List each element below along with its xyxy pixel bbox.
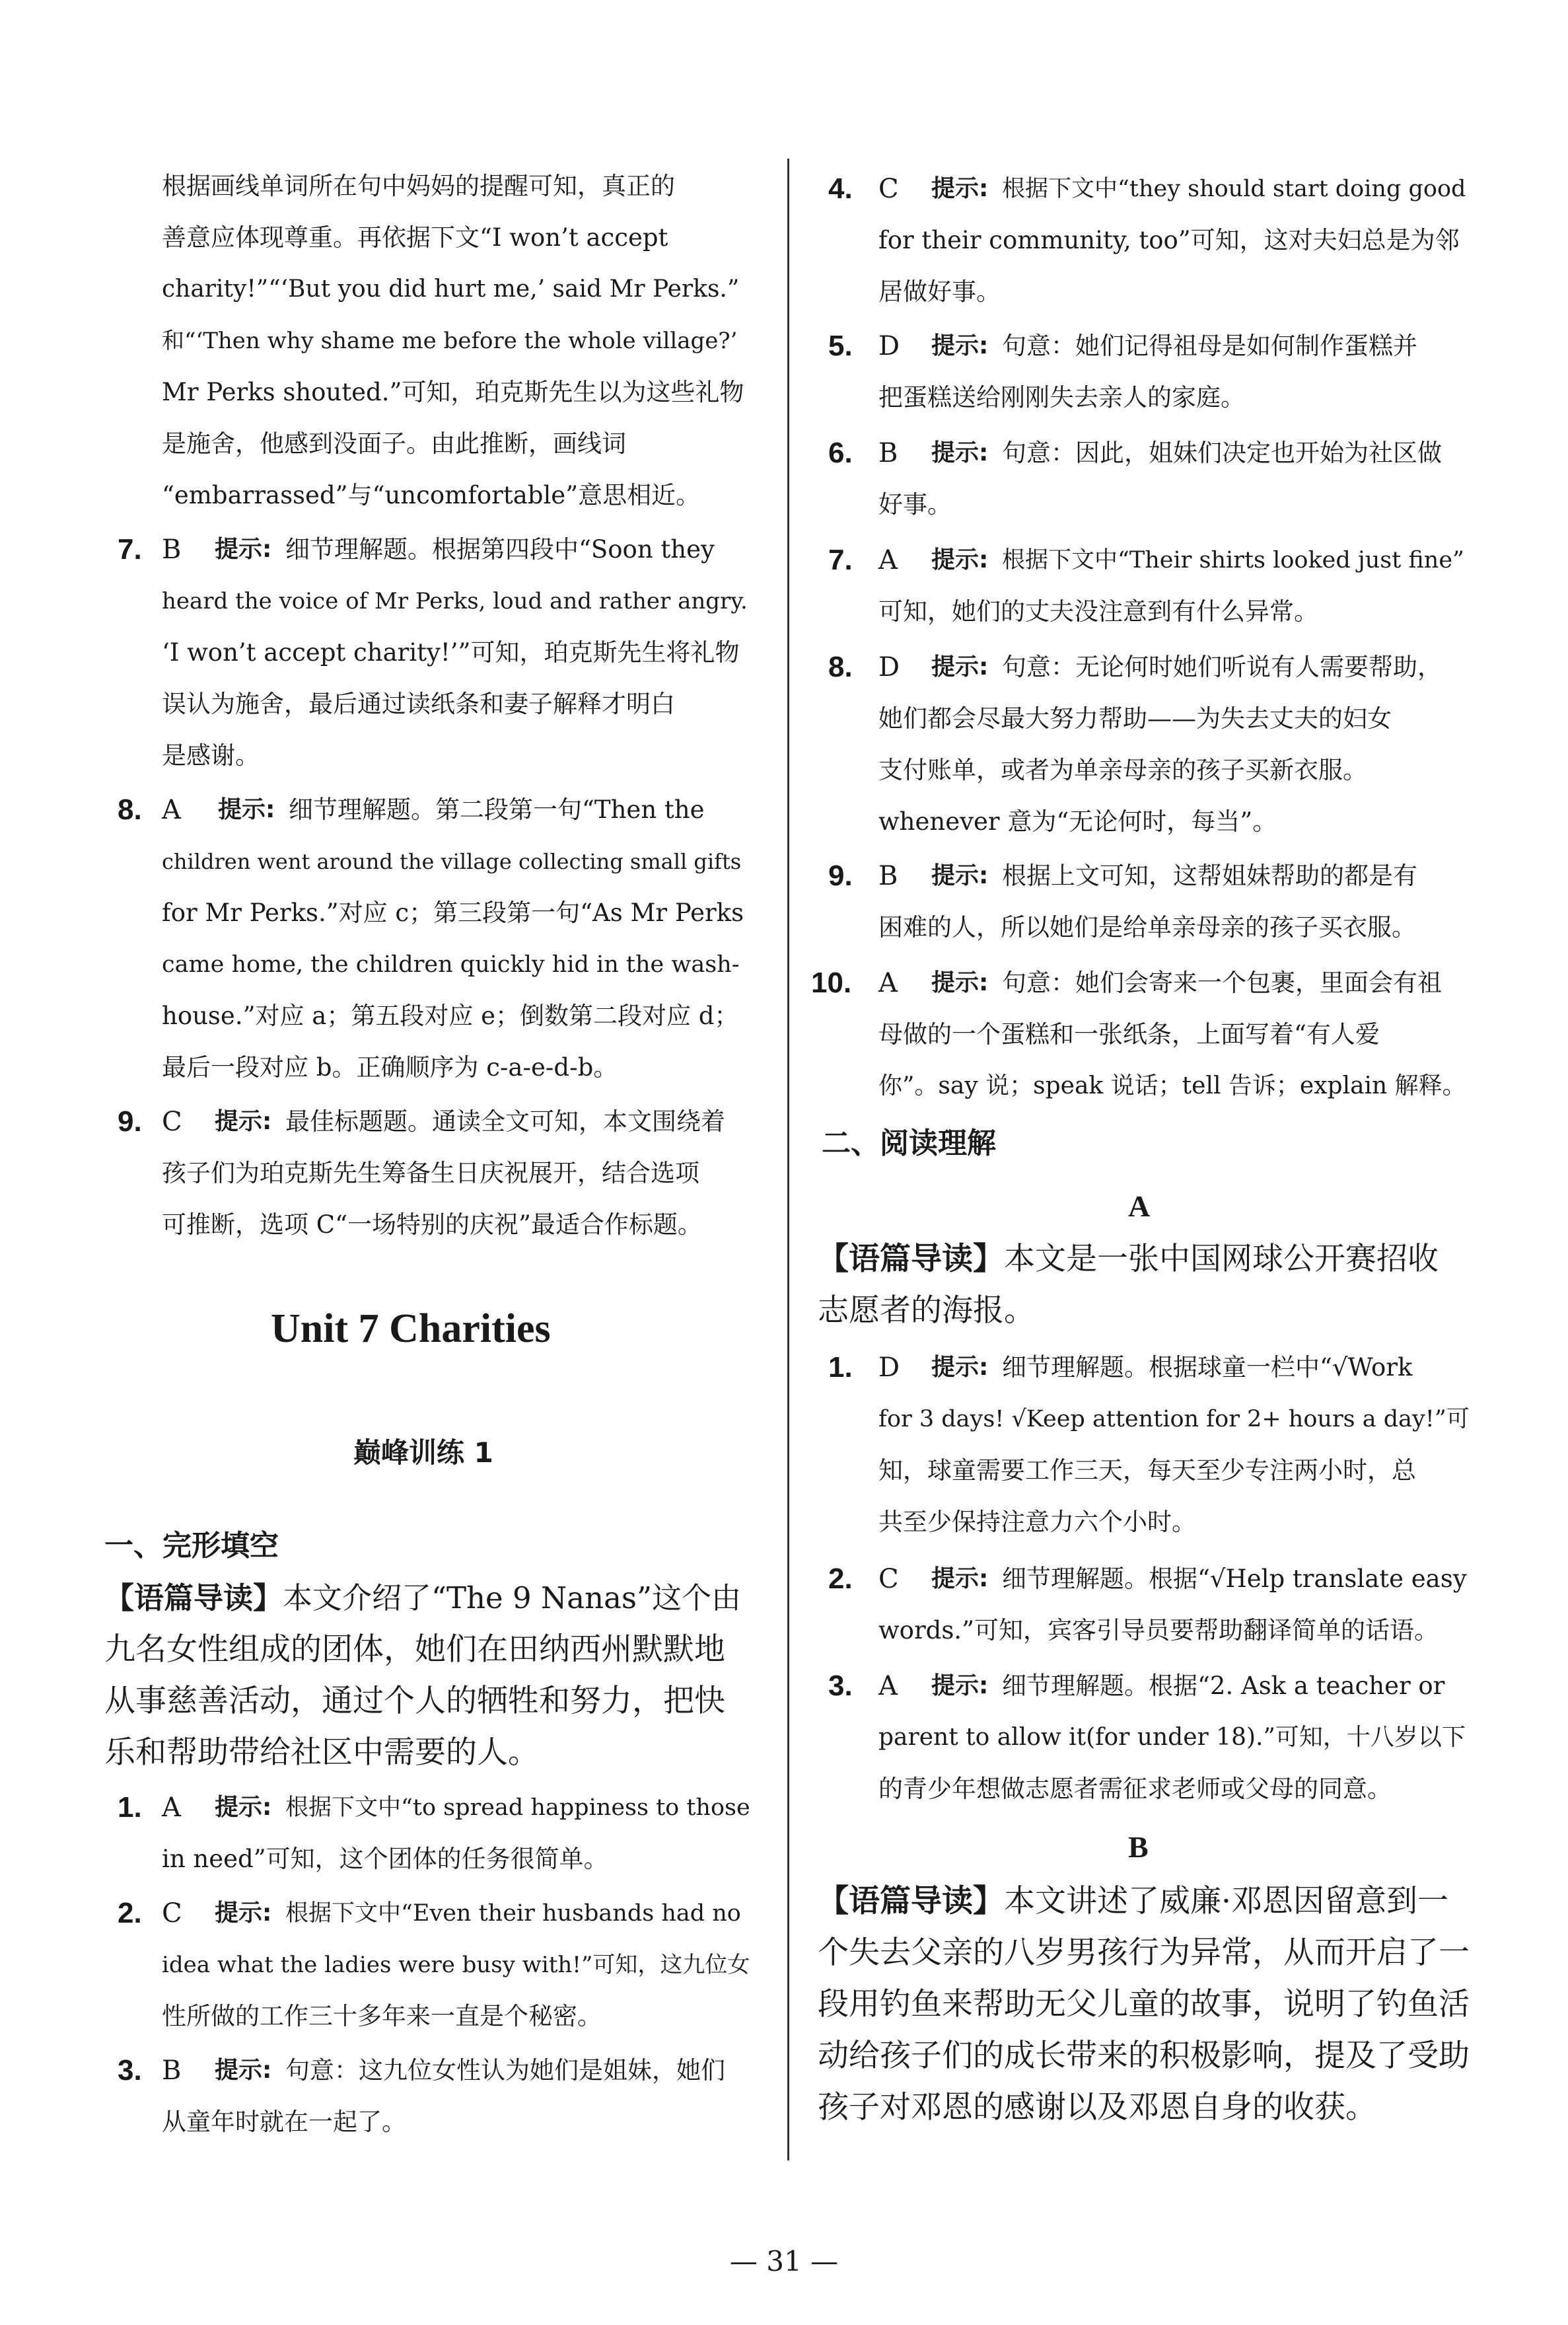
section-heading: 二、阅读理解 bbox=[822, 1126, 996, 1160]
training-title: 巅峰训练 1 bbox=[353, 1436, 493, 1469]
text-line: 从童年时就在一起了。 bbox=[162, 2108, 406, 2136]
text-line: 孩子们为珀克斯先生筹备生日庆祝展开，结合选项 bbox=[162, 1159, 699, 1187]
hint-label: 提示: bbox=[931, 969, 989, 996]
answer-choice: A bbox=[162, 795, 181, 825]
answer-number: 4. bbox=[828, 172, 853, 205]
text-line: 可推断，选项 C“一场特别的庆祝”最适合作标题。 bbox=[162, 1210, 702, 1239]
text-line: 句意：她们会寄来一个包裹，里面会有祖 bbox=[1002, 969, 1442, 997]
text-line: 困难的人，所以她们是给单亲母亲的孩子买衣服。 bbox=[878, 913, 1416, 941]
text-line: 你”。say 说；speak 说话；tell 告诉；explain 解释。 bbox=[878, 1072, 1466, 1099]
text-line: 句意：她们记得祖母是如何制作蛋糕并 bbox=[1002, 332, 1417, 360]
intro-line: 孩子对邓恩的感谢以及邓恩自身的收获。 bbox=[818, 2089, 1376, 2125]
text-line: heard the voice of Mr Perks, loud and rather angry. bbox=[162, 588, 748, 614]
answer-number: 1. bbox=[118, 1791, 142, 1824]
text-line: children went around the village collecting small gifts bbox=[162, 849, 742, 874]
answer-number: 2. bbox=[828, 1563, 853, 1595]
answer-number: 5. bbox=[828, 330, 853, 362]
answer-choice: A bbox=[878, 545, 898, 575]
text-line: 细节理解题。根据“2. Ask a teacher or bbox=[1002, 1672, 1445, 1700]
text-line: 句意：因此，姐妹们决定也开始为社区做 bbox=[1002, 439, 1442, 467]
text-line: 把蛋糕送给刚刚失去亲人的家庭。 bbox=[878, 383, 1245, 412]
hint-label: 提示: bbox=[931, 175, 989, 202]
answer-number: 9. bbox=[828, 860, 853, 892]
text-line: 细节理解题。根据第四段中“Soon they bbox=[285, 535, 715, 564]
answer-choice: D bbox=[878, 331, 900, 361]
answer-choice: C bbox=[878, 174, 899, 204]
text-line: 句意：这九位女性认为她们是姐妹，她们 bbox=[285, 2056, 725, 2085]
answer-number: 2. bbox=[118, 1897, 142, 1929]
text-line: 支付账单，或者为单亲母亲的孩子买新衣服。 bbox=[878, 756, 1367, 784]
answer-choice: D bbox=[878, 652, 900, 683]
text-line: 根据下文中“they should start doing good bbox=[1002, 176, 1466, 202]
intro-line: 【语篇导读】本文介绍了“The 9 Nanas”这个由 bbox=[104, 1580, 742, 1615]
answer-number: 8. bbox=[118, 793, 142, 826]
answer-choice: B bbox=[878, 861, 898, 891]
text-line: 母做的一个蛋糕和一张纸条，上面写着“有人爱 bbox=[878, 1020, 1380, 1049]
hint-label: 提示: bbox=[931, 546, 989, 573]
text-line: 可知，她们的丈夫没注意到有什么异常。 bbox=[878, 597, 1318, 626]
text-line: house.”对应 a；第五段对应 e；倒数第二段对应 d； bbox=[162, 1002, 739, 1030]
text-line: 误认为施舍，最后通过读纸条和妻子解释才明白 bbox=[162, 690, 675, 718]
section-heading: 一、完形填空 bbox=[104, 1529, 279, 1563]
part-label: B bbox=[1128, 1830, 1149, 1864]
text-line: 共至少保持注意力六个小时。 bbox=[878, 1508, 1196, 1536]
text-line: for Mr Perks.”对应 c；第三段第一句“As Mr Perks bbox=[162, 899, 744, 927]
intro-line: 动给孩子们的成长带来的积极影响，提及了受助 bbox=[818, 2038, 1470, 2074]
answer-choice: B bbox=[162, 2055, 182, 2086]
intro-line: 【语篇导读】本文是一张中国网球公开赛招收 bbox=[818, 1241, 1439, 1277]
text-line: 根据下文中“Even their husbands had no bbox=[285, 1900, 741, 1927]
hint-label: 提示: bbox=[215, 1108, 272, 1135]
answer-choice: C bbox=[162, 1898, 182, 1929]
text-line: 根据画线单词所在句中妈妈的提醒可知，真正的 bbox=[162, 172, 675, 200]
answer-choice: D bbox=[878, 1352, 900, 1383]
text-line: 好事。 bbox=[878, 490, 952, 519]
intro-tag: 【语篇导读】 bbox=[818, 1883, 1004, 1919]
text-line: 最佳标题题。通读全文可知，本文围绕着 bbox=[285, 1107, 725, 1136]
page-number: — 31 — bbox=[729, 2245, 839, 2277]
answer-choice: B bbox=[162, 535, 182, 565]
text-line: 是施舍，他感到没面子。由此推断，画线词 bbox=[162, 429, 626, 458]
text-line: 是感谢。 bbox=[162, 741, 260, 770]
answer-number: 1. bbox=[828, 1351, 853, 1384]
text-line: 性所做的工作三十多年来一直是个秘密。 bbox=[162, 2002, 602, 2030]
hint-label: 提示: bbox=[931, 332, 989, 359]
hint-label: 提示: bbox=[931, 1565, 989, 1592]
answer-choice: A bbox=[878, 1671, 898, 1701]
text-line: in need”可知，这个团体的任务很简单。 bbox=[162, 1845, 608, 1873]
text-line: idea what the ladies were busy with!”可知，这九位女 bbox=[162, 1952, 750, 1978]
text-line: for 3 days! √Keep attention for 2+ hours a day!”可 bbox=[878, 1406, 1470, 1432]
answer-number: 10. bbox=[811, 967, 852, 999]
text-line: 最后一段对应 b。正确顺序为 c-a-e-d-b。 bbox=[162, 1053, 618, 1082]
hint-label: 提示: bbox=[215, 1900, 272, 1927]
text-line: Mr Perks shouted.”可知，珀克斯先生以为这些礼物 bbox=[162, 378, 744, 406]
part-label: A bbox=[1128, 1189, 1151, 1223]
intro-line: 从事慈善活动，通过个人的牺牲和努力，把快 bbox=[104, 1683, 725, 1719]
text-line: 根据下文中“Their shirts looked just fine” bbox=[1002, 547, 1464, 573]
text-line: 知，球童需要工作三天，每天至少专注两小时，总 bbox=[878, 1456, 1416, 1485]
intro-line: 九名女性组成的团体，她们在田纳西州默默地 bbox=[104, 1631, 725, 1668]
text-line: 细节理解题。第二段第一句“Then the bbox=[289, 795, 705, 824]
answer-number: 7. bbox=[828, 544, 853, 576]
answer-choice: A bbox=[162, 1792, 181, 1823]
column-divider bbox=[787, 159, 789, 2160]
text-line: 句意：无论何时她们听说有人需要帮助， bbox=[1002, 653, 1442, 681]
answer-number: 9. bbox=[118, 1105, 142, 1138]
text-line: charity!”“‘But you did hurt me,’ said Mr Perks.” bbox=[162, 276, 740, 303]
text-line: parent to allow it(for under 18).”可知，十八岁以下 bbox=[878, 1724, 1466, 1751]
text-line: 根据上文可知，这帮姐妹帮助的都是有 bbox=[1002, 862, 1417, 890]
answer-number: 8. bbox=[828, 651, 853, 683]
text-line: came home, the children quickly hid in the wash- bbox=[162, 951, 740, 978]
hint-label: 提示: bbox=[218, 796, 275, 823]
answer-number: 3. bbox=[828, 1670, 853, 1702]
intro-line: 【语篇导读】本文讲述了威廉·邓恩因留意到一 bbox=[818, 1883, 1448, 1919]
answer-number: 3. bbox=[118, 2054, 142, 2086]
text-line: 她们都会尽最大努力帮助——为失去丈夫的妇女 bbox=[878, 704, 1392, 733]
hint-label: 提示: bbox=[215, 2057, 272, 2084]
answer-choice: A bbox=[878, 968, 898, 998]
hint-label: 提示: bbox=[931, 439, 989, 466]
hint-label: 提示: bbox=[931, 1354, 989, 1381]
text-line: “embarrassed”与“uncomfortable”意思相近。 bbox=[162, 481, 701, 509]
intro-line: 志愿者的海报。 bbox=[818, 1292, 1035, 1329]
text-line: 细节理解题。根据“√Help translate easy bbox=[1002, 1565, 1467, 1593]
text-line: 居做好事。 bbox=[878, 277, 1001, 306]
text-line: whenever 意为“无论何时，每当”。 bbox=[878, 807, 1277, 836]
answer-choice: C bbox=[162, 1107, 182, 1137]
hint-label: 提示: bbox=[215, 1794, 272, 1821]
intro-line: 乐和帮助带给社区中需要的人。 bbox=[104, 1734, 539, 1771]
hint-label: 提示: bbox=[931, 862, 989, 889]
answer-choice: B bbox=[878, 438, 898, 468]
text-line: words.”可知，宾客引导员要帮助翻译简单的话语。 bbox=[878, 1616, 1439, 1644]
hint-label: 提示: bbox=[931, 653, 989, 681]
intro-line: 段用钓鱼来帮助无父儿童的故事，说明了钓鱼活 bbox=[818, 1986, 1470, 2022]
answer-choice: C bbox=[878, 1564, 899, 1594]
text-line: 和“‘Then why shame me before the whole village?’ bbox=[162, 328, 738, 354]
intro-tag: 【语篇导读】 bbox=[818, 1241, 1004, 1277]
text-line: 的青少年想做志愿者需征求老师或父母的同意。 bbox=[878, 1775, 1392, 1803]
unit-title: Unit 7 Charities bbox=[271, 1306, 551, 1351]
hint-label: 提示: bbox=[215, 536, 272, 563]
intro-line: 个失去父亲的八岁男孩行为异常，从而开启了一 bbox=[818, 1935, 1470, 1971]
hint-label: 提示: bbox=[931, 1672, 989, 1699]
intro-tag: 【语篇导读】 bbox=[104, 1580, 283, 1615]
text-line: 根据下文中“to spread happiness to those bbox=[285, 1794, 750, 1821]
text-line: 细节理解题。根据球童一栏中“√Work bbox=[1002, 1353, 1413, 1382]
text-line: for their community, too”可知，这对夫妇总是为邻 bbox=[878, 226, 1460, 254]
text-line: 善意应体现尊重。再依据下文“I won’t accept bbox=[162, 223, 668, 252]
answer-number: 7. bbox=[118, 533, 142, 566]
text-line: ‘I won’t accept charity!’”可知，珀克斯先生将礼物 bbox=[162, 638, 740, 667]
answer-number: 6. bbox=[828, 437, 853, 469]
